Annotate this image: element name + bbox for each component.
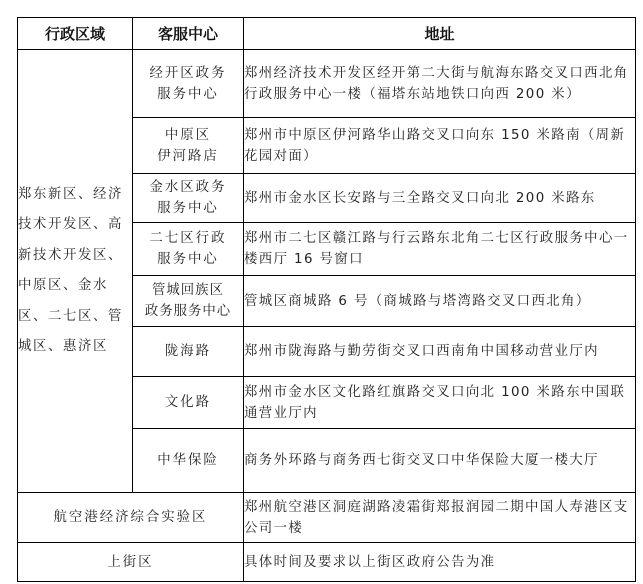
address-cell: 郑州经济技术开发区经开第二大街与航海东路交叉口西北角行政服务中心一楼（福塔东站地铁口向西 200 米） <box>244 50 636 118</box>
header-address: 地址 <box>244 18 636 50</box>
table-header-row <box>18 18 636 50</box>
address-cell: 郑州航空港区洞庭湖路凌霜街郑报润园二期中国人寿港区支公司一楼 <box>244 493 636 543</box>
service-center-table <box>17 17 636 582</box>
center-cell <box>133 118 244 174</box>
address-cell: 郑州市金水区长安路与三全路交叉口向北 200 米路东 <box>244 174 636 223</box>
center-name-line2: 服务中心 <box>157 86 219 102</box>
center-cell <box>133 276 244 327</box>
address-cell: 郑州市陇海路与勤劳街交叉口西南角中国移动营业厅内 <box>244 327 636 377</box>
table-row <box>18 543 636 582</box>
center-name-line2: 服务中心 <box>157 201 219 216</box>
region-cell: 航空港经济综合实验区 <box>18 493 244 543</box>
center-name-line1: 中原区 <box>164 127 212 143</box>
center-name-line2: 伊河路店 <box>157 148 219 164</box>
header-region: 行政区域 <box>18 18 133 50</box>
center-name-line1: 管城回族区 <box>152 283 224 298</box>
center-cell <box>133 174 244 223</box>
center-cell: 文化路 <box>133 377 244 429</box>
center-name-line2: 政务服务中心 <box>144 304 232 319</box>
address-cell: 商务外环路与商务西七街交叉口中华保险大厦一楼大厅 <box>244 429 636 493</box>
center-cell: 中华保险 <box>133 429 244 493</box>
address-cell: 郑州市中原区伊河路华山路交叉口向东 150 米路南（周新花园对面） <box>244 118 636 174</box>
header-center: 客服中心 <box>133 18 244 50</box>
center-name-line1: 经开区政务 <box>149 65 227 81</box>
center-cell: 陇海路 <box>133 327 244 377</box>
center-cell <box>133 223 244 276</box>
address-cell: 郑州市二七区赣江路与行云路东北角二七区行政服务中心一楼西厅 16 号窗口 <box>244 223 636 276</box>
center-name-line1: 二七区行政 <box>149 231 227 246</box>
group-region-cell: 郑东新区、经济技术开发区、高新技术开发区、中原区、金水区、二七区、管城区、惠济区 <box>18 50 133 493</box>
center-name-line1: 金水区政务 <box>149 180 227 195</box>
region-cell: 上街区 <box>18 543 244 582</box>
table-row <box>18 493 636 543</box>
table-row <box>18 50 636 118</box>
address-cell: 管城区商城路 6 号（商城路与塔湾路交叉口西北角） <box>244 276 636 327</box>
center-cell <box>133 50 244 118</box>
center-name-line2: 服务中心 <box>157 252 219 267</box>
address-cell: 郑州市金水区文化路红旗路交叉口向北 100 米路东中国联通营业厅内 <box>244 377 636 429</box>
address-cell: 具体时间及要求以上街区政府公告为准 <box>244 543 636 582</box>
